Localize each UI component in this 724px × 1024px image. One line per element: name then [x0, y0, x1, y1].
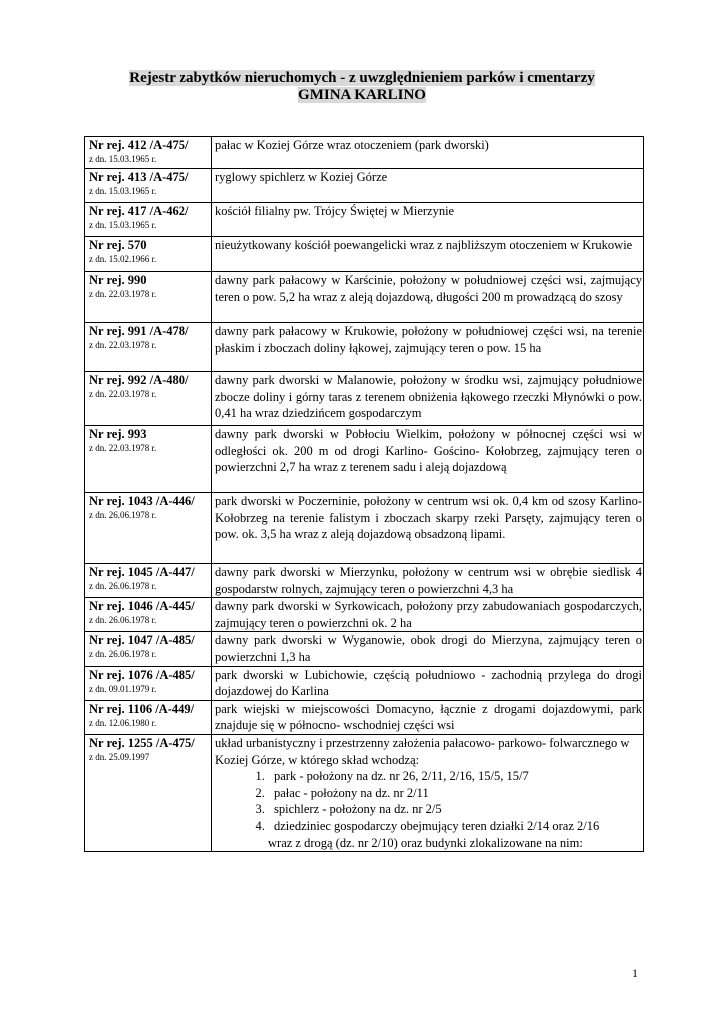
description-cell: [212, 564, 644, 598]
register-number-cell: [85, 323, 212, 372]
description: kościół filialny pw. Trójcy Świętej w Mierzynie: [215, 204, 455, 218]
description: pałac w Koziej Górze wraz otoczeniem (park dworski): [215, 138, 489, 152]
table-row: [85, 169, 644, 203]
register-number-cell: [85, 137, 212, 169]
list-item-continuation: wraz z drogą (dz. nr 2/10) oraz budynki zlokalizowane na nim:: [268, 835, 583, 850]
table-row: [85, 203, 644, 237]
description-cell: [212, 632, 644, 666]
register-number-cell: [85, 734, 212, 851]
description: układ urbanistyczny i przestrzenny założenia pałacowo- parkowo- folwarcznego w Koziej Górze, w którego skład wchodzą:: [215, 735, 630, 767]
register-number-cell: [85, 700, 212, 734]
register-number: Nr rej. 1046 /A-445/: [89, 599, 195, 614]
description: ryglowy spichlerz w Koziej Górze: [215, 170, 388, 184]
description: dawny park pałacowy w Krukowie, położony w południowej części wsi, na terenie płaskim i zboczach doliny łąkowej, zajmujący teren o pow. 15 ha: [215, 324, 642, 355]
register-date: z dn. 26.06.1978 r.: [89, 581, 157, 591]
register-date: z dn. 15.03.1965 r.: [89, 186, 157, 196]
description: dawny park dworski w Wyganowie, obok drogi do Mierzyna, zajmujący teren o powierzchni 1,3 ha: [215, 633, 642, 664]
description-cell: [212, 237, 644, 272]
table-row: [85, 137, 644, 169]
register-number: Nr rej. 1106 /A-449/: [89, 701, 195, 716]
register-date: z dn. 22.03.1978 r.: [89, 340, 157, 350]
table-row: [85, 666, 644, 700]
description: dawny park pałacowy w Karścinie, położony w południowej części wsi, zajmujący teren o pow. 5,2 ha wraz z aleją dojazdową, długości 200 m prowadzącą do szosy: [215, 273, 642, 304]
register-date: z dn. 26.06.1978 r.: [89, 649, 157, 660]
list-item: 2. pałac - położony na dz. nr 2/11: [268, 785, 642, 802]
description-cell: [212, 493, 644, 564]
register-number: Nr rej. 990: [89, 273, 147, 287]
table-row: [85, 272, 644, 323]
register-number-cell: [85, 426, 212, 493]
register-date: z dn. 26.06.1978 r.: [89, 615, 157, 626]
register-number-cell: [85, 237, 212, 272]
register-date: z dn. 09.01.1979 r.: [89, 683, 157, 694]
table-row: [85, 632, 644, 666]
register-number: Nr rej. 1255 /A-475/: [89, 735, 195, 750]
description: dawny park dworski w Syrkowicach, położony przy zabudowaniach gospodarczych, zajmujący teren o powierzchni ok. 2 ha: [215, 599, 642, 630]
description-cell: [212, 137, 644, 169]
table-row: [85, 564, 644, 598]
register-table: [84, 136, 644, 852]
register-number: Nr rej. 992 /A-480/: [89, 373, 189, 387]
list-item: 4. dziedziniec gospodarczy obejmujący teren działki 2/14 oraz 2/16: [268, 818, 642, 835]
register-date: z dn. 22.03.1978 r.: [89, 289, 157, 299]
description-cell: [212, 598, 644, 632]
description-cell: [212, 734, 644, 851]
document-title: [0, 70, 724, 104]
description-cell: [212, 203, 644, 237]
description-cell: [212, 426, 644, 493]
register-number: Nr rej. 417 /A-462/: [89, 204, 189, 218]
description: park dworski w Poczerninie, położony w centrum wsi ok. 0,4 km od szosy Karlino- Kołobrzeg na terenie falistym i zboczach skarpy rzeki Parsęty, zajmujący teren o pow. ok. 3,5 ha wraz z aleją dojazdową obsadzoną lipami.: [215, 494, 642, 542]
description: dawny park dworski w Mierzynku, położony w centrum wsi w obrębie siedlisk 4 gospodarstw rolnych, zajmujący teren o powierzchni 4,3 ha: [215, 565, 642, 596]
description-cell: [212, 700, 644, 734]
register-date: z dn. 12.06.1980 r.: [89, 717, 157, 728]
register-number-cell: [85, 666, 212, 700]
register-number: Nr rej. 993: [89, 427, 147, 441]
page-number: 1: [632, 966, 638, 980]
register-number: Nr rej. 991 /A-478/: [89, 324, 189, 338]
register-number: Nr rej. 413 /A-475/: [89, 170, 189, 184]
list-item: 1. park - położony na dz. nr 26, 2/11, 2/16, 15/5, 15/7: [268, 768, 642, 785]
register-number-cell: [85, 564, 212, 598]
register-date: z dn. 15.03.1965 r.: [89, 154, 157, 164]
title-line-1: Rejestr zabytków nieruchomych - z uwzględnieniem parków i cmentarzy: [129, 70, 595, 86]
register-number-cell: [85, 632, 212, 666]
table-row: [85, 372, 644, 426]
description: dawny park dworski w Malanowie, położony w środku wsi, zajmujący południowe zbocze doliny i górny taras z terenem obniżenia łąkowego rzeczki Młynówki o pow. 0,41 ha wraz dziedzińcem gospodarczym: [215, 373, 642, 421]
register-date: z dn. 22.03.1978 r.: [89, 443, 157, 453]
description-cell: [212, 272, 644, 323]
table-row: [85, 598, 644, 632]
register-date: z dn. 22.03.1978 r.: [89, 389, 157, 399]
register-number-cell: [85, 272, 212, 323]
register-number-cell: [85, 169, 212, 203]
register-number: Nr rej. 1045 /A-447/: [89, 565, 195, 579]
table-row: [85, 323, 644, 372]
description: nieużytkowany kościół poewangelicki wraz z najbliższym otoczeniem w Krukowie: [215, 238, 633, 252]
register-number-cell: [85, 203, 212, 237]
table-row: [85, 237, 644, 272]
description-cell: [212, 169, 644, 203]
list-item: 3. spichlerz - położony na dz. nr 2/5: [268, 801, 642, 818]
table-row: [85, 734, 644, 851]
register-date: z dn. 26.06.1978 r.: [89, 510, 157, 520]
description-cell: [212, 372, 644, 426]
register-number: Nr rej. 1076 /A-485/: [89, 667, 195, 682]
register-number: Nr rej. 570: [89, 238, 147, 252]
description-cell: [212, 666, 644, 700]
register-number: Nr rej. 1047 /A-485/: [89, 633, 195, 648]
register-date: z dn. 25.09.1997: [89, 751, 150, 762]
table-row: [85, 700, 644, 734]
component-list: [215, 768, 642, 834]
table-row: [85, 493, 644, 564]
register-number-cell: [85, 598, 212, 632]
table-row: [85, 426, 644, 493]
title-line-2: GMINA KARLINO: [298, 87, 426, 103]
register-date: z dn. 15.02.1966 r.: [89, 254, 157, 264]
register-number-cell: [85, 372, 212, 426]
register-number: Nr rej. 412 /A-475/: [89, 138, 189, 152]
description-cell: [212, 323, 644, 372]
register-number-cell: [85, 493, 212, 564]
register-number: Nr rej. 1043 /A-446/: [89, 494, 195, 508]
register-date: z dn. 15.03.1965 r.: [89, 220, 157, 230]
description: park dworski w Lubichowie, częścią południowo - zachodnią przylega do drogi dojazdowej do Karlina: [215, 667, 642, 699]
description: park wiejski w miejscowości Domacyno, łącznie z drogami dojazdowymi, park znajduje się w północno- wschodniej części wsi: [215, 701, 642, 733]
description: dawny park dworski w Pobłociu Wielkim, położony w północnej części wsi w odległości ok. 200 m od drogi Karlino- Gościno- Kołobrzeg, zajmujący teren o powierzchni 2,7 ha wraz z terenem sadu i aleją dojazdową: [215, 427, 642, 475]
